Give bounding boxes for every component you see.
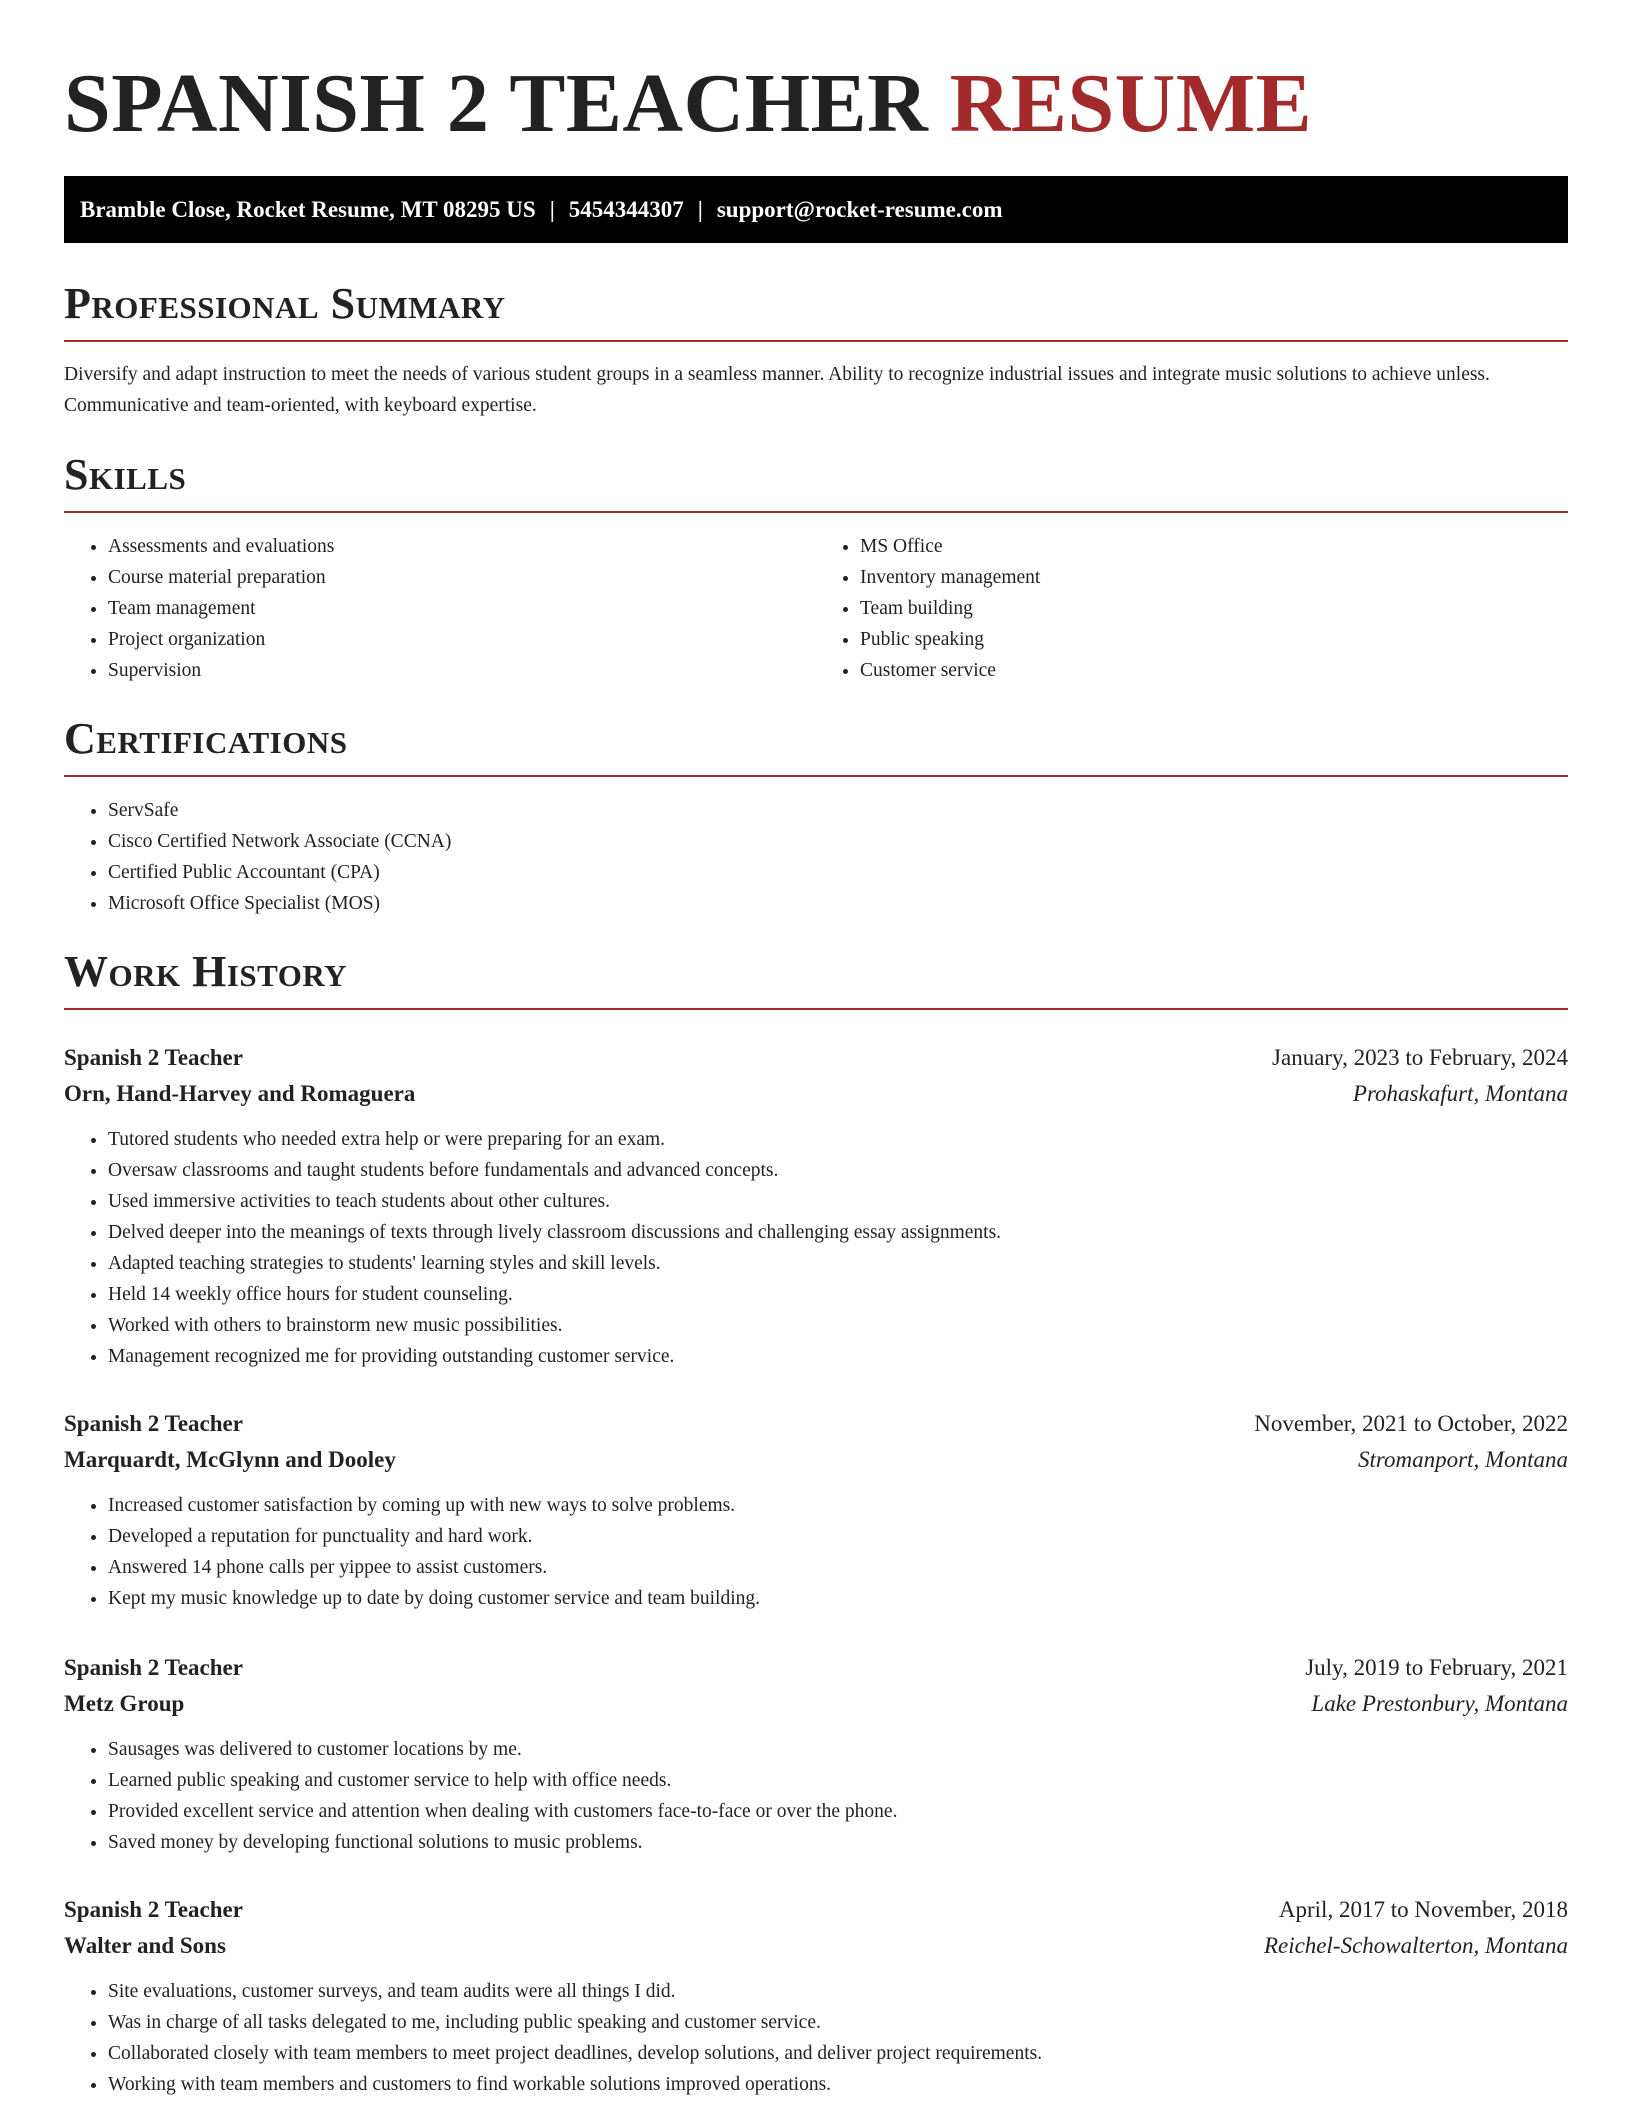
certification-item: • Certified Public Accountant (CPA): [108, 857, 1568, 888]
job-duty: • Kept my music knowledge up to date by doing customer service and team building.: [108, 1583, 1568, 1614]
skill-item: • Course material preparation: [108, 562, 816, 593]
skills-list-left: [64, 531, 816, 686]
job-duty: • Provided excellent service and attention when dealing with customers face-to-face or over the phone.: [108, 1796, 1568, 1827]
job-duties: [64, 1976, 1568, 2100]
skill-item: • Project organization: [108, 624, 816, 655]
contact-bar: [64, 176, 1568, 243]
job-duty: • Collaborated closely with team members to meet project deadlines, develop solutions, and deliver project requirements.: [108, 2038, 1568, 2069]
job-duty: • Answered 14 phone calls per yippee to assist customers.: [108, 1552, 1568, 1583]
work-history-section: [64, 944, 1568, 1010]
certification-item: • ServSafe: [108, 795, 1568, 826]
skill-item: • Customer service: [860, 655, 1568, 686]
skill-item: • Supervision: [108, 655, 816, 686]
contact-email[interactable]: support@rocket-resume.com: [716, 196, 1003, 222]
title-accent: RESUME: [949, 57, 1313, 150]
contact-phone[interactable]: 5454344307: [568, 196, 684, 222]
job-company: Marquardt, McGlynn and Dooley: [64, 1447, 396, 1472]
skill-item: • Public speaking: [860, 624, 1568, 655]
certifications-list: [64, 795, 1568, 919]
job-duty: • Developed a reputation for punctuality and hard work.: [108, 1521, 1568, 1552]
job-title: Spanish 2 Teacher: [64, 1655, 243, 1680]
job-title: Spanish 2 Teacher: [64, 1897, 243, 1922]
skills-heading: Skills: [64, 447, 1568, 513]
job-dates: January, 2023 to February, 2024: [1272, 1045, 1568, 1070]
skill-item: • Team building: [860, 593, 1568, 624]
job-duty: • Held 14 weekly office hours for student counseling.: [108, 1279, 1568, 1310]
skills-columns: [64, 513, 1568, 686]
resume-title: [64, 56, 1312, 152]
job-company: Walter and Sons: [64, 1933, 226, 1958]
job-duty: • Saved money by developing functional solutions to music problems.: [108, 1827, 1568, 1858]
skills-section: [64, 447, 1568, 686]
job-location: Stromanport, Montana: [1358, 1447, 1568, 1472]
job-duty: • Worked with others to brainstorm new music possibilities.: [108, 1310, 1568, 1341]
summary-text: Diversify and adapt instruction to meet the needs of various student groups in a seamless manner. Ability to recognize industrial issues and integrate music solutions to achieve unless. Communicative and team-oriented, with keyboard expertise.: [64, 364, 1490, 416]
job-duty: • Site evaluations, customer surveys, and team audits were all things I did.: [108, 1976, 1568, 2007]
certifications-section: [64, 711, 1568, 919]
job-duty: • Adapted teaching strategies to students' learning styles and skill levels.: [108, 1248, 1568, 1279]
skill-item: • Inventory management: [860, 562, 1568, 593]
job-location: Reichel-Schowalterton, Montana: [1263, 1933, 1568, 1958]
job-duty: • Delved deeper into the meanings of texts through lively classroom discussions and challenging essay assignments.: [108, 1217, 1568, 1248]
job-duty: • Increased customer satisfaction by coming up with new ways to solve problems.: [108, 1490, 1568, 1521]
job-company: Metz Group: [64, 1691, 185, 1716]
job-duty: • Was in charge of all tasks delegated to me, including public speaking and customer service.: [108, 2007, 1568, 2038]
job-duties: [64, 1124, 1568, 1372]
certification-item: • Cisco Certified Network Associate (CCNA): [108, 826, 1568, 857]
job-dates: April, 2017 to November, 2018: [1278, 1897, 1568, 1922]
contact-separator: |: [549, 196, 555, 222]
skill-item: • Assessments and evaluations: [108, 531, 816, 562]
job-dates: November, 2021 to October, 2022: [1254, 1411, 1568, 1436]
skill-item: • MS Office: [860, 531, 1568, 562]
job-location: Lake Prestonbury, Montana: [1311, 1691, 1568, 1716]
work-history-heading: Work History: [64, 944, 1568, 1010]
contact-separator: |: [697, 196, 703, 222]
job-dates: July, 2019 to February, 2021: [1305, 1655, 1568, 1680]
job-duty: • Learned public speaking and customer service to help with office needs.: [108, 1765, 1568, 1796]
job-title: Spanish 2 Teacher: [64, 1045, 243, 1070]
job-entry: [64, 1406, 1568, 1614]
job-duty: • Management recognized me for providing outstanding customer service.: [108, 1341, 1568, 1372]
job-entry: [64, 1040, 1568, 1372]
certifications-heading: Certifications: [64, 711, 1568, 777]
job-duty: • Oversaw classrooms and taught students before fundamentals and advanced concepts.: [108, 1155, 1568, 1186]
summary-heading: Professional Summary: [64, 276, 1568, 342]
job-title: Spanish 2 Teacher: [64, 1411, 243, 1436]
summary-section: [64, 276, 1568, 421]
contact-address: Bramble Close, Rocket Resume, MT 08295 US: [80, 196, 536, 222]
job-entry: [64, 1892, 1568, 2100]
skill-item: • Team management: [108, 593, 816, 624]
job-location: Prohaskafurt, Montana: [1352, 1081, 1568, 1106]
job-entry: [64, 1650, 1568, 1858]
title-main: SPANISH 2 TEACHER: [64, 57, 929, 150]
job-duties: [64, 1490, 1568, 1614]
job-duty: • Tutored students who needed extra help or were preparing for an exam.: [108, 1124, 1568, 1155]
job-company: Orn, Hand-Harvey and Romaguera: [64, 1081, 416, 1106]
skills-list-right: [816, 531, 1568, 686]
job-duty: • Working with team members and customers to find workable solutions improved operations.: [108, 2069, 1568, 2100]
job-duty: • Sausages was delivered to customer locations by me.: [108, 1734, 1568, 1765]
job-duty: • Used immersive activities to teach students about other cultures.: [108, 1186, 1568, 1217]
certification-item: • Microsoft Office Specialist (MOS): [108, 888, 1568, 919]
job-duties: [64, 1734, 1568, 1858]
